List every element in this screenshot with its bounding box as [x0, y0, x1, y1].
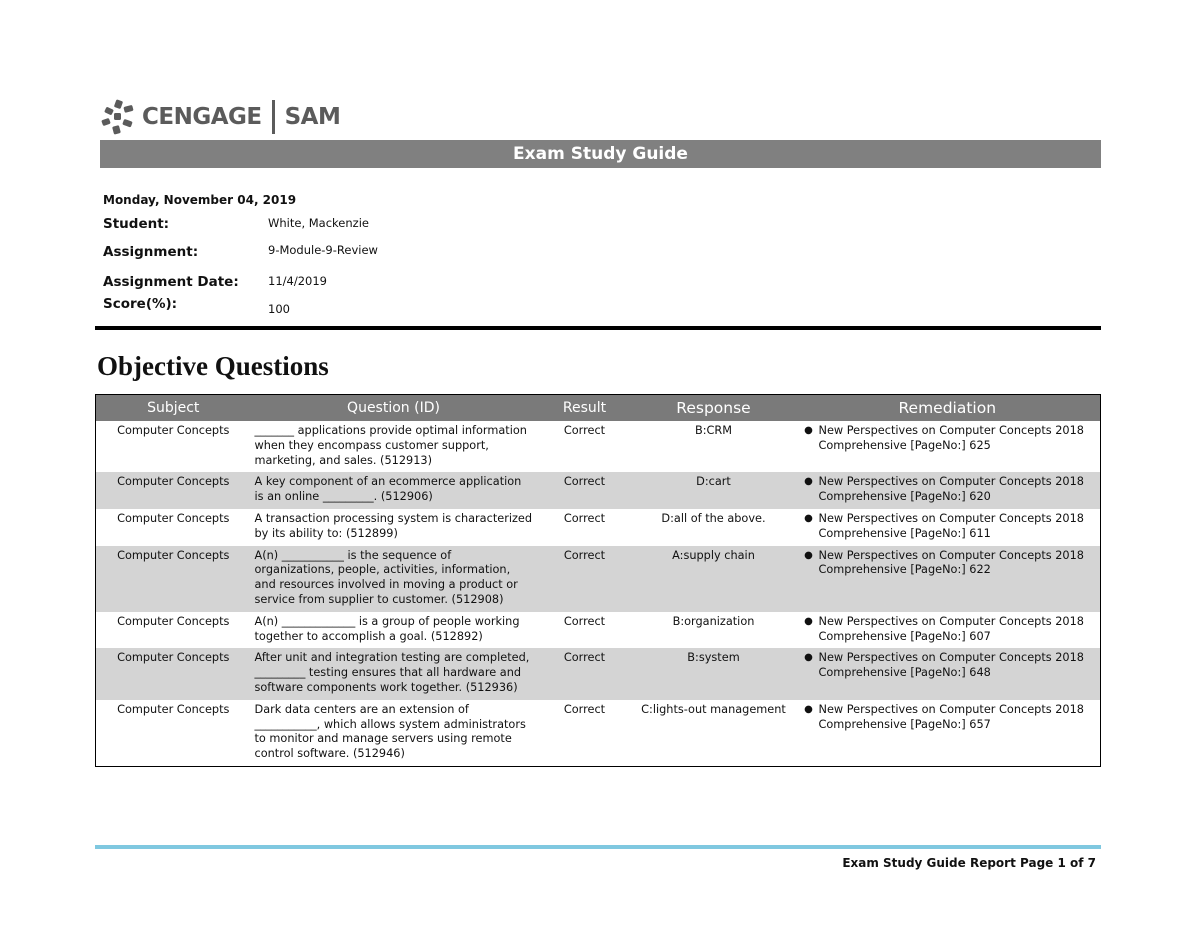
cell-subject: Computer Concepts [117, 511, 230, 525]
cell-subject: Computer Concepts [117, 702, 230, 716]
report-title-bar [100, 140, 1101, 168]
cell-response: D:cart [633, 472, 795, 509]
cell-response: A:supply chain [633, 546, 795, 612]
cell-result: Correct [537, 546, 633, 612]
table-row [96, 421, 1101, 472]
table-row [96, 472, 1101, 509]
cell-question: A transaction processing system is characterized by its ability to: (512899) [254, 511, 533, 540]
logo-brand-text: CENGAGE [142, 104, 262, 130]
assignment-label: Assignment: [103, 244, 199, 260]
table-row [96, 612, 1101, 649]
cengage-logo-icon [101, 99, 135, 135]
cell-result: Correct [563, 424, 606, 437]
bullet-icon: ● [804, 425, 813, 436]
table-row [96, 546, 1101, 612]
cell-question: After unit and integration testing are completed, _________ testing ensures that all hardware and software components work together. (512936) [251, 648, 537, 699]
cell-subject: Computer Concepts [96, 648, 251, 699]
remediation-text: New Perspectives on Computer Concepts 2018 Comprehensive [PageNo:] 625 [818, 424, 1084, 452]
remediation-text: New Perspectives on Computer Concepts 2018 Comprehensive [PageNo:] 622 [818, 548, 1084, 577]
assignment-value: 9-Module-9-Review [268, 243, 378, 257]
remediation-text: New Perspectives on Computer Concepts 2018 Comprehensive [PageNo:] 611 [818, 511, 1084, 540]
assignment-date-value: 11/4/2019 [268, 274, 327, 288]
cell-remediation [795, 472, 1101, 509]
cell-remediation [795, 612, 1101, 649]
report-title: Exam Study Guide [513, 144, 688, 164]
section-title: Objective Questions [97, 351, 329, 381]
header-response: Response [633, 395, 795, 422]
logo-divider [272, 100, 275, 134]
header-subject: Subject [96, 395, 251, 422]
cell-remediation [795, 509, 1101, 546]
remediation-text: New Perspectives on Computer Concepts 2018 Comprehensive [PageNo:] 648 [818, 651, 1084, 680]
cell-question: _______ applications provide optimal information when they encompass customer support, marketing, and sales. (512913) [254, 424, 527, 467]
header-divider [95, 326, 1101, 330]
table-row [96, 700, 1101, 767]
bullet-icon: ● [804, 512, 813, 524]
student-value: White, Mackenzie [268, 216, 369, 230]
cell-response: B:system [633, 648, 795, 699]
cell-response: D:all of the above. [661, 511, 766, 525]
bullet-icon: ● [804, 703, 813, 715]
cell-question: A(n) _____________ is a group of people working together to accomplish a goal. (512892) [254, 614, 520, 643]
cell-subject: Computer Concepts [96, 546, 251, 612]
cell-response: C:lights-out management [641, 702, 786, 716]
score-label: Score(%): [103, 296, 178, 312]
cell-result: Correct [563, 511, 606, 525]
cell-question: A(n) ___________ is the sequence of organizations, people, activities, information, and resources involved in moving a product or service from supplier to customer. (512908) [251, 546, 537, 612]
remediation-text: New Perspectives on Computer Concepts 2018 Comprehensive [PageNo:] 620 [818, 475, 1084, 504]
logo-product-text: SAM [284, 104, 341, 130]
page-footer: Exam Study Guide Report Page 1 of 7 [842, 856, 1096, 870]
table-row [96, 509, 1101, 546]
assignment-date-label: Assignment Date: [103, 274, 239, 290]
cell-subject: Computer Concepts [96, 472, 251, 509]
cell-result: Correct [537, 648, 633, 699]
cell-remediation [795, 421, 1101, 472]
cengage-sam-logo [101, 99, 340, 135]
cell-subject: Computer Concepts [117, 614, 230, 628]
table-row [96, 648, 1101, 699]
cell-question: Dark data centers are an extension of ___________, which allows system administrators to monitor and manage servers using remote control software. (512946) [254, 702, 526, 761]
bullet-icon: ● [804, 549, 813, 561]
cell-remediation [795, 700, 1101, 767]
cell-result: Correct [563, 702, 606, 716]
score-value: 100 [268, 302, 290, 316]
cell-response: B:organization [672, 614, 755, 628]
report-date: Monday, November 04, 2019 [103, 193, 297, 207]
cell-remediation [795, 546, 1101, 612]
cell-result: Correct [537, 472, 633, 509]
cell-response: B:CRM [694, 424, 733, 437]
cell-question: A key component of an ecommerce application is an online _________. (512906) [251, 472, 537, 509]
header-result: Result [537, 395, 633, 422]
cell-result: Correct [563, 614, 606, 628]
bullet-icon: ● [804, 615, 813, 627]
questions-table [95, 394, 1101, 767]
header-remediation: Remediation [795, 395, 1101, 422]
cell-subject: Computer Concepts [117, 424, 230, 437]
student-label: Student: [103, 216, 170, 232]
bullet-icon: ● [804, 476, 813, 488]
bullet-icon: ● [804, 652, 813, 664]
header-question: Question (ID) [251, 395, 537, 422]
table-header-row [96, 395, 1101, 422]
footer-divider [95, 845, 1101, 849]
remediation-text: New Perspectives on Computer Concepts 2018 Comprehensive [PageNo:] 657 [818, 702, 1084, 731]
remediation-text: New Perspectives on Computer Concepts 2018 Comprehensive [PageNo:] 607 [818, 614, 1084, 643]
cell-remediation [795, 648, 1101, 699]
